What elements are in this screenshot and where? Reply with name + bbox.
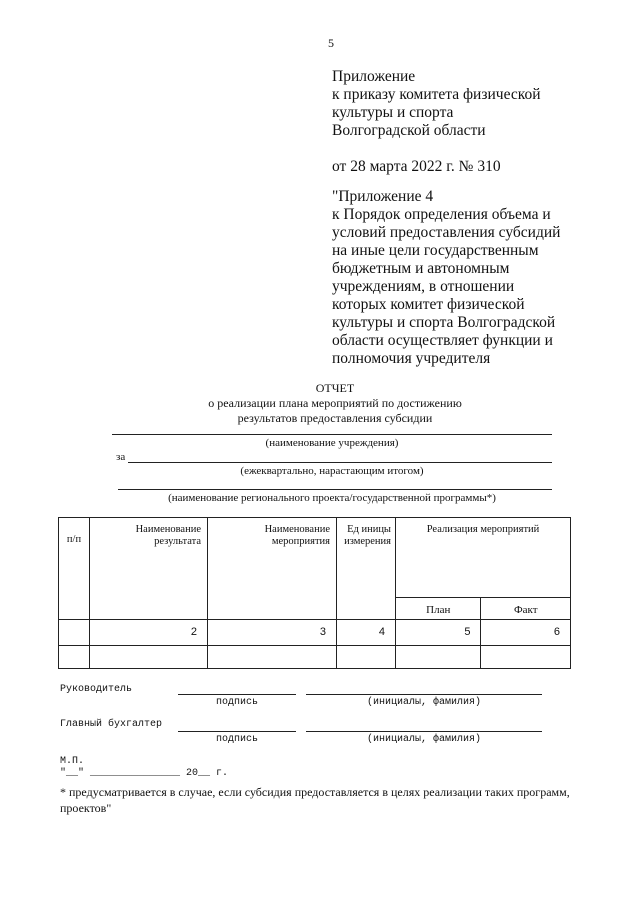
head-name-line [306, 694, 542, 695]
report-subtitle: результатов предоставления субсидии [237, 411, 433, 425]
table-row [59, 646, 571, 669]
table-header-row [59, 518, 571, 598]
table-cell [396, 620, 481, 646]
table-cell [208, 620, 337, 646]
quote-line: "Приложение 4 [332, 188, 434, 205]
quote-line: области осуществляет функции и [332, 332, 553, 349]
head-signature-line [178, 694, 296, 695]
cell-text: 5 [464, 626, 471, 638]
accountant-name-line [306, 731, 542, 732]
name-caption: (инициалы, фамилия) [366, 697, 482, 708]
page-number: 5 [328, 36, 334, 50]
cell-text: 4 [378, 626, 385, 638]
header-num-label: п/п [66, 534, 82, 545]
header-fact [481, 598, 571, 620]
report-table [58, 517, 571, 669]
accountant-label: Главный бухгалтер [60, 719, 163, 730]
signature-caption: подпись [215, 697, 258, 708]
cell-text: 2 [190, 626, 197, 638]
accountant-signature-line [178, 731, 296, 732]
header-result-label: Наименование результата [135, 524, 201, 547]
report-title: ОТЧЕТ [315, 381, 355, 395]
table-cell [337, 646, 396, 669]
quote-line: условий предоставления субсидий [332, 224, 561, 241]
table-cell [481, 620, 571, 646]
header-result [90, 518, 208, 620]
program-line [118, 489, 552, 490]
program-caption: (наименование регионального проекта/государственной программы*) [168, 492, 496, 504]
signature-date: "__" _______________ 20__ г. [60, 768, 229, 779]
cell-text: 6 [553, 626, 560, 638]
order-date: от 28 марта 2022 г. № 310 [332, 158, 501, 175]
appendix-header [332, 68, 541, 176]
appendix-line: культуры и спорта [332, 104, 454, 121]
cell-text [59, 620, 89, 626]
header-unit [337, 518, 396, 620]
header-realization [396, 518, 571, 598]
table-row [59, 620, 571, 646]
header-plan-label: План [426, 604, 451, 616]
za-label: за [116, 451, 126, 463]
header-activity-label: Наименование мероприятия [264, 524, 330, 547]
name-caption: (инициалы, фамилия) [366, 734, 482, 745]
header-unit-label: Ед иницы измерения [344, 524, 391, 547]
institution-line [112, 434, 552, 435]
appendix-quote [332, 188, 560, 368]
quote-line: культуры и спорта Волгоградской [332, 314, 556, 331]
appendix-line: Волгоградской области [332, 122, 486, 139]
header-plan [396, 598, 481, 620]
cell-text: 3 [319, 626, 326, 638]
header-activity [208, 518, 337, 620]
header-realization-label: Реализация мероприятий [426, 524, 540, 535]
institution-caption: (наименование учреждения) [265, 437, 399, 449]
table-cell [337, 620, 396, 646]
table-cell [59, 620, 90, 646]
table-cell [481, 646, 571, 669]
header-num [59, 518, 90, 620]
stamp-label: М.П. [60, 756, 85, 767]
table-cell [90, 646, 208, 669]
signature-caption: подпись [215, 734, 258, 745]
quote-line: к Порядок определения объема и [332, 206, 551, 223]
appendix-line: к приказу комитета физической [332, 86, 541, 103]
table-cell [396, 646, 481, 669]
table-cell [59, 646, 90, 669]
appendix-line: Приложение [332, 68, 416, 85]
quote-line: учреждениям, в отношении [332, 278, 515, 295]
header-fact-label: Факт [513, 604, 538, 616]
table-cell [208, 646, 337, 669]
period-caption: (ежеквартально, нарастающим итогом) [240, 465, 424, 477]
footnote: * предусматривается в случае, если субсидия предоставляется в целях реализации таких программ, проектов" [60, 785, 570, 815]
head-label: Руководитель [60, 684, 133, 695]
quote-line: бюджетным и автономным [332, 260, 510, 277]
table-cell [90, 620, 208, 646]
quote-line: на иные цели государственным [332, 242, 539, 259]
quote-line: которых комитет физической [332, 296, 525, 313]
quote-line: полномочия учредителя [332, 350, 491, 367]
period-line [128, 462, 552, 463]
report-subtitle: о реализации плана мероприятий по достижению [208, 396, 462, 410]
